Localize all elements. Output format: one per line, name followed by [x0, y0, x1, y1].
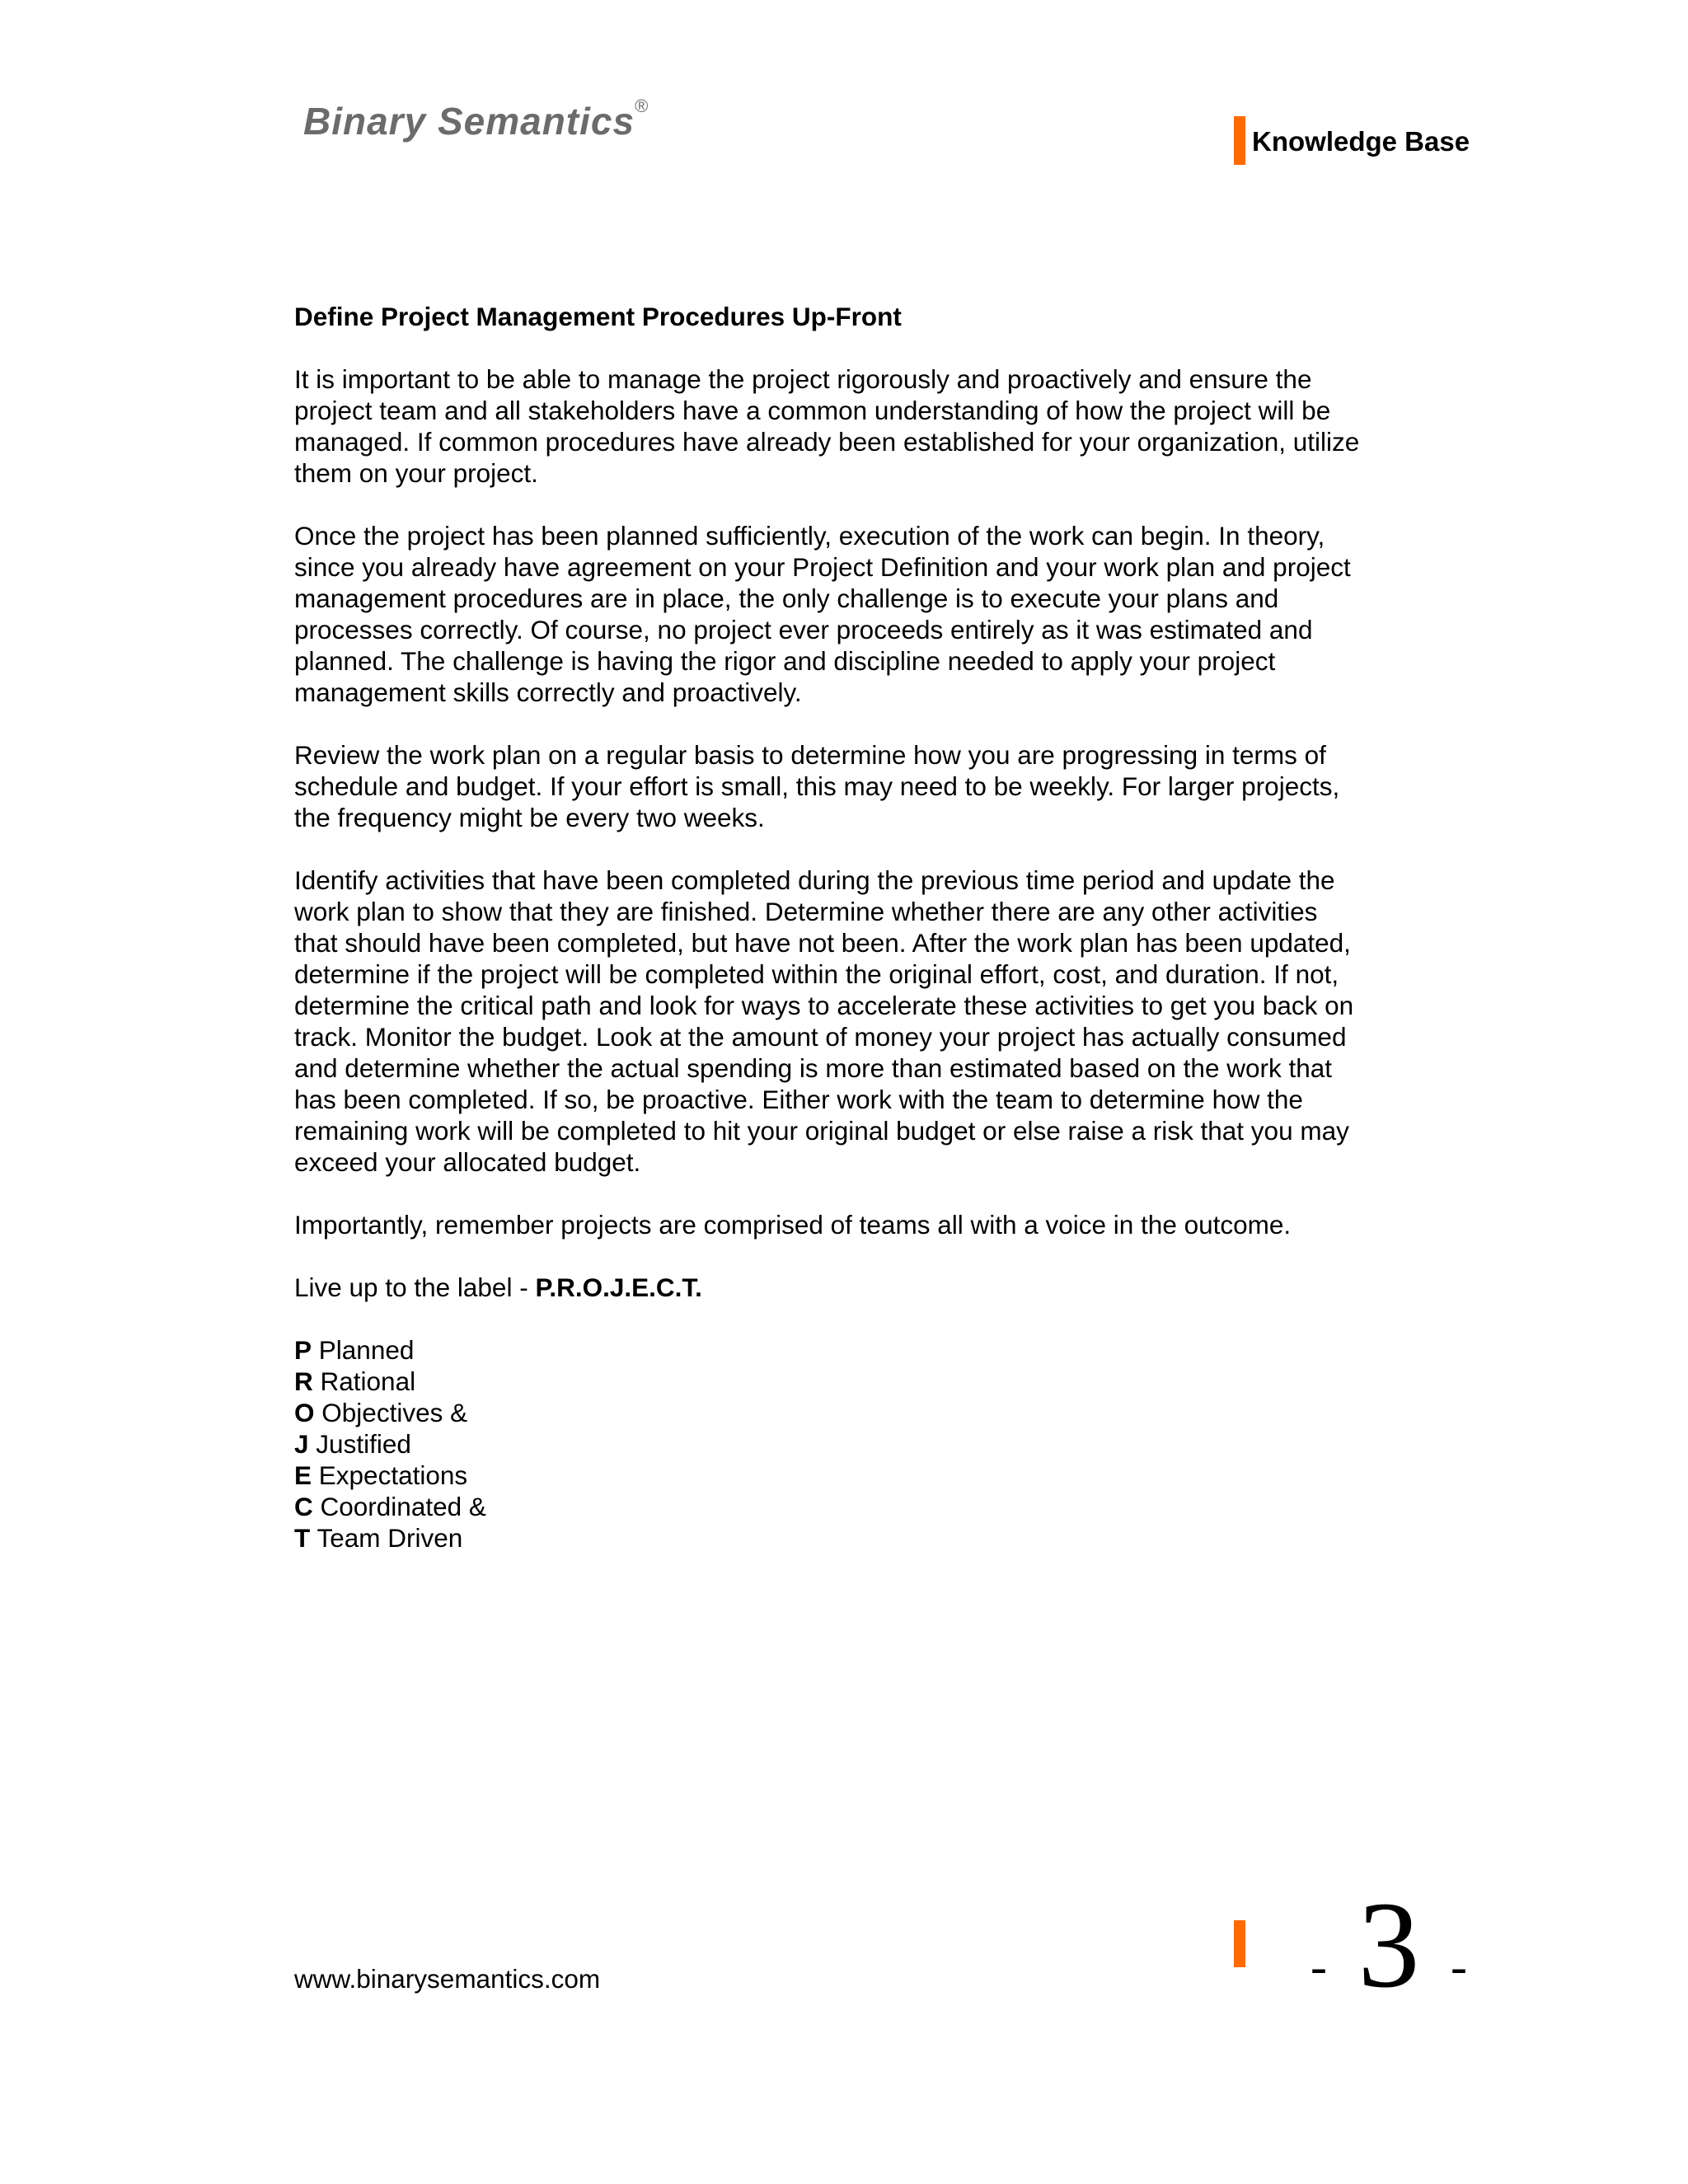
- acronym-word: Planned: [318, 1335, 415, 1365]
- page-dash-left: -: [1311, 1938, 1327, 1994]
- page-number-value: 3: [1357, 1877, 1420, 2013]
- acronym-word: Justified: [316, 1429, 411, 1459]
- logo-text: Binary Semantics: [303, 100, 635, 143]
- acronym-word: Coordinated &: [320, 1492, 486, 1521]
- acronym-letter: E: [294, 1460, 312, 1490]
- page-dash-right: -: [1450, 1938, 1467, 1994]
- acronym-word: Team Driven: [316, 1523, 463, 1553]
- header-accent-bar: [1234, 116, 1245, 165]
- acronym-word: Rational: [320, 1366, 416, 1396]
- label-line: [294, 1272, 1366, 1303]
- footer-accent-bar: [1234, 1920, 1245, 1967]
- footer-url: www.binarysemantics.com: [294, 1964, 601, 1994]
- page-number: [1311, 1877, 1467, 2020]
- acronym-item: [294, 1334, 1366, 1366]
- acronym-letter: T: [294, 1523, 311, 1553]
- acronym-letter: P: [294, 1335, 312, 1365]
- paragraph-2: Once the project has been planned sufficiently, execution of the work can begin. In theory, since you already have agreement on your Project Definition and your work plan and project management procedures are in place, the only challenge is to execute your plans and processes correctly. Of course, no project ever proceeds entirely as it was estimated and planned. The challenge is having the rigor and discipline needed to apply your project management skills correctly and proactively.: [294, 521, 1351, 707]
- paragraph-3: Review the work plan on a regular basis to determine how you are progressing in terms of schedule and budget. If your effort is small, this may need to be weekly. For larger projects, the frequency might be every two weeks.: [294, 740, 1340, 832]
- acronym-item: [294, 1460, 1366, 1491]
- acronym-list: [294, 1334, 1366, 1554]
- acronym-item: [294, 1366, 1366, 1397]
- paragraph-4: Identify activities that have been completed during the previous time period and update the work plan to show that they are finished. Determine whether there are any other activities that should have been completed, but have not been. After the work plan has been updated, determine if the project will be completed within the original effort, cost, and duration. If not, determine the critical path and look for ways to accelerate these activities to get you back on track. Monitor the budget. Look at the amount of money your project has actually consumed and determine whether the actual spending is more than estimated based on the work that has been completed. If so, be proactive. Either work with the team to determine how the remaining work will be completed to hit your original budget or else raise a risk that you may exceed your allocated budget.: [294, 865, 1354, 1177]
- paragraph-5: Importantly, remember projects are comprised of teams all with a voice in the outcome.: [294, 1210, 1292, 1240]
- acronym-letter: C: [294, 1492, 313, 1521]
- company-logo: [303, 96, 649, 143]
- acronym-word: Objectives &: [321, 1398, 468, 1427]
- acronym-letter: O: [294, 1398, 315, 1427]
- acronym-letter: J: [294, 1429, 309, 1459]
- acronym-word: Expectations: [318, 1460, 468, 1490]
- acronym-letter: R: [294, 1366, 313, 1396]
- label-intro: Live up to the label -: [294, 1272, 536, 1302]
- label-acronym: P.R.O.J.E.C.T.: [535, 1272, 702, 1302]
- acronym-item: [294, 1397, 1366, 1428]
- registered-mark: ®: [635, 96, 649, 116]
- acronym-item: [294, 1522, 1366, 1554]
- acronym-item: [294, 1428, 1366, 1460]
- paragraph-1: It is important to be able to manage the project rigorously and proactively and ensure the project team and all stakeholders have a common understanding of how the project will be managed. If common procedures have already been established for your organization, utilize them on your project.: [294, 364, 1360, 488]
- article-title: Define Project Management Procedures Up-Front: [294, 302, 902, 331]
- section-label: Knowledge Base: [1252, 126, 1470, 157]
- article-body: [294, 301, 1366, 1554]
- acronym-item: [294, 1491, 1366, 1522]
